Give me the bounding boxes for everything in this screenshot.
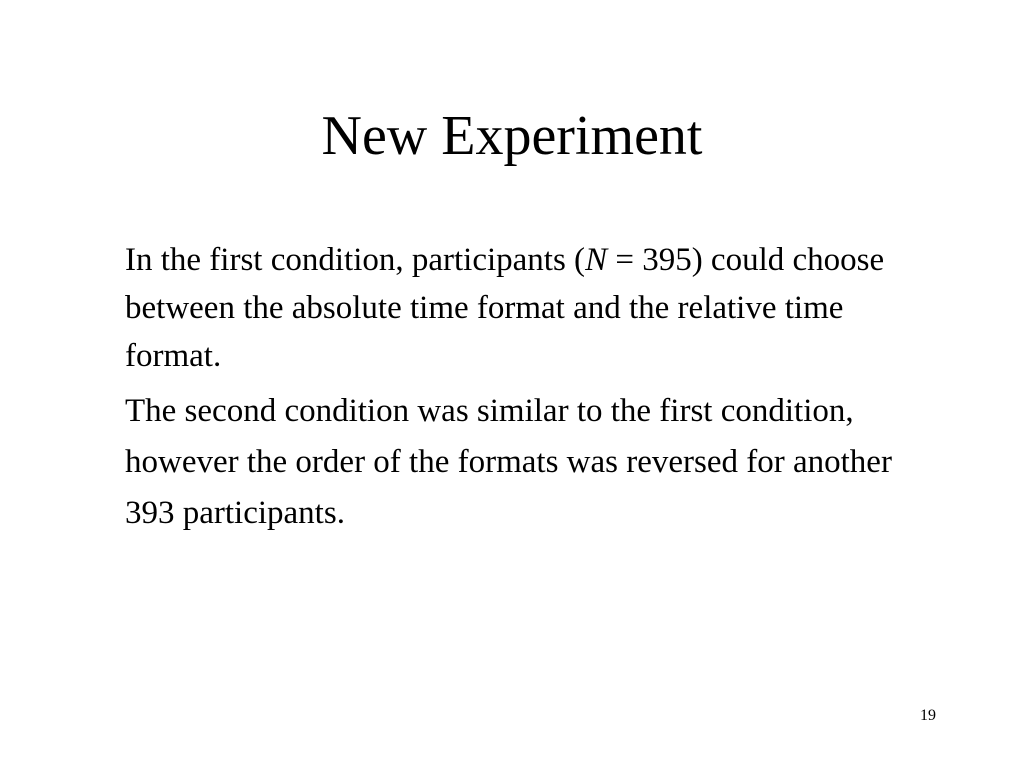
slide-body <box>125 236 945 539</box>
paragraph-first-condition-text-before-n: In the first condition, participants ( <box>125 242 586 278</box>
paragraph-first-condition-text-after-n: = 395) could choose between the absolute time format and the relative time format. <box>125 242 885 374</box>
paragraph-first-condition <box>125 236 945 380</box>
page-number: 19 <box>920 707 936 724</box>
sample-size-symbol: N <box>585 242 608 278</box>
slide-title: New Experiment <box>321 105 703 167</box>
paragraph-second-condition: The second condition was similar to the first condition, however the order of the formats was reversed for another 393 participants. <box>125 393 892 531</box>
